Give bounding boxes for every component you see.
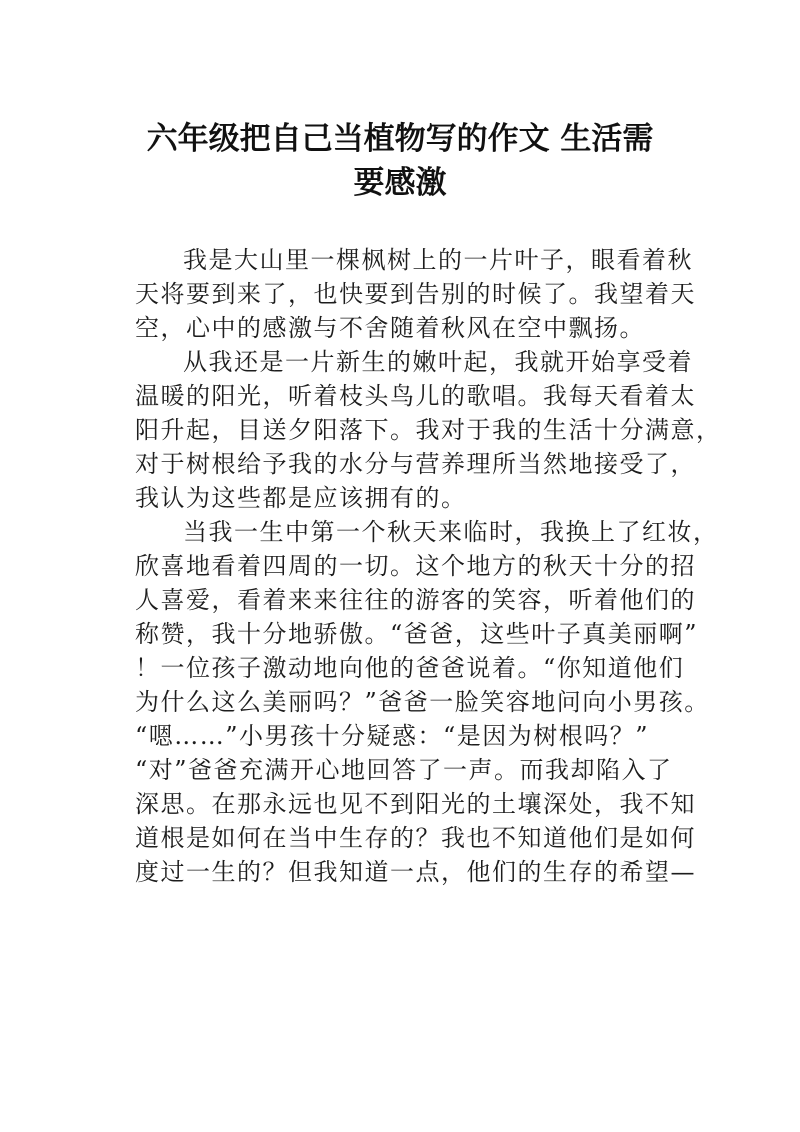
- text-line: ！一位孩子激动地向他的爸爸说着。“你知道他们: [135, 654, 685, 682]
- essay-body: [135, 243, 722, 889]
- text-line: 从我还是一片新生的嫩叶起，我就开始享受着: [183, 348, 693, 376]
- text-line: 对于树根给予我的水分与营养理所当然地接受了，: [135, 450, 696, 478]
- text-line: 欣喜地看着四周的一切。这个地方的秋天十分的招: [135, 552, 696, 580]
- title-line-2: 要感激: [353, 164, 447, 201]
- text-line: “嗯……”小男孩十分疑惑：“是因为树根吗？”: [135, 722, 650, 750]
- text-line: 阳升起，目送夕阳落下。我对于我的生活十分满意，: [135, 416, 722, 444]
- text-line: “对”爸爸充满开心地回答了一声。而我却陷入了: [135, 756, 673, 784]
- title-line-1: 六年级把自己当植物写的作文 生活需: [146, 120, 654, 157]
- text-line: 天将要到来了，也快要到告别的时候了。我望着天: [135, 280, 696, 308]
- text-line: 人喜爱，看着来来往往的游客的笑容，听着他们的: [135, 586, 696, 614]
- text-line: 为什么这么美丽吗？”爸爸一脸笑容地问向小男孩。: [135, 688, 710, 716]
- text-line: 道根是如何在当中生存的？我也不知道他们是如何: [135, 824, 696, 852]
- text-line: 空，心中的感激与不舍随着秋风在空中飘扬。: [135, 314, 645, 342]
- document-title: [100, 117, 700, 205]
- text-line: 度过一生的？但我知道一点，他们的生存的希望—: [135, 858, 696, 886]
- text-line: 我认为这些都是应该拥有的。: [135, 484, 467, 512]
- text-line: 当我一生中第一个秋天来临时，我换上了红妆，: [183, 518, 719, 546]
- text-line: 温暖的阳光，听着枝头鸟儿的歌唱。我每天看着太: [135, 382, 696, 410]
- text-line: 深思。在那永远也见不到阳光的土壤深处，我不知: [135, 790, 696, 818]
- text-line: 我是大山里一棵枫树上的一片叶子，眼看着秋: [183, 246, 693, 274]
- text-line: 称赞，我十分地骄傲。“爸爸，这些叶子真美丽啊”: [135, 620, 699, 648]
